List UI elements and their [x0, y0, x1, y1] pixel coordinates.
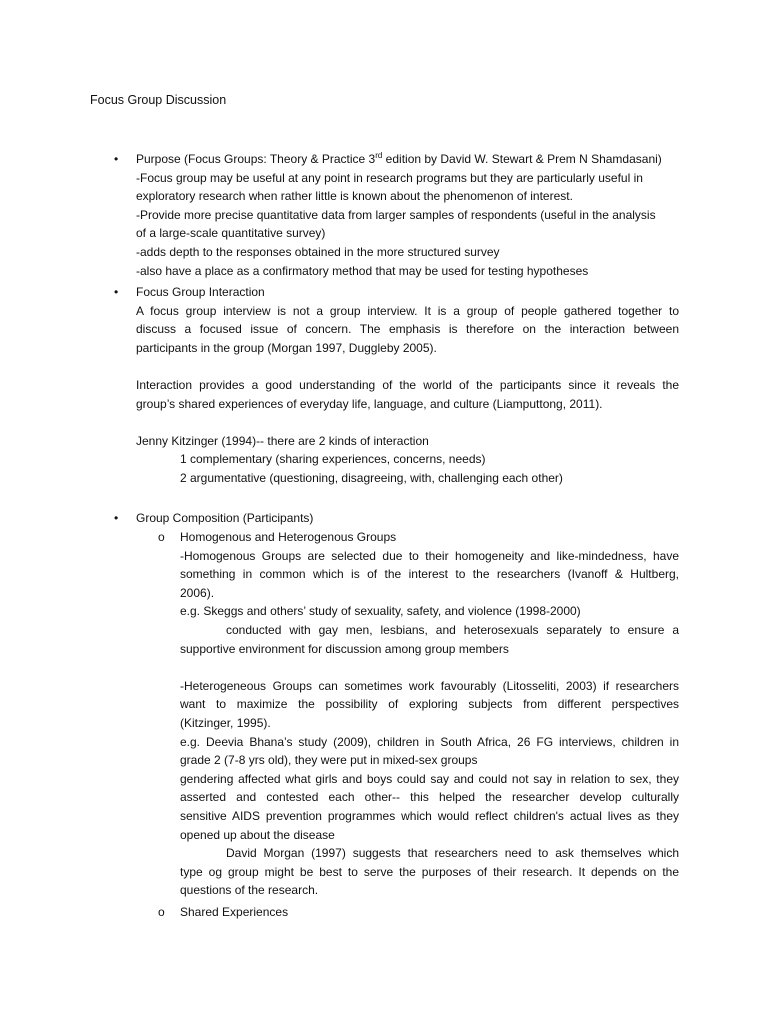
gendering-line: opened up about the disease — [180, 827, 335, 842]
morgan-line: type og group might be best to serve the purposes of their research. It depends on the — [180, 864, 679, 879]
shared-heading: Shared Experiences — [180, 905, 289, 919]
hetero-line: -Heterogeneous Groups can sometimes work favourably (Litosseliti, 2003) if researchers — [180, 678, 679, 693]
morgan-line: David Morgan (1997) suggests that researchers need to ask themselves which — [226, 846, 679, 861]
conducted-line: conducted with gay men, lesbians, and heterosexuals separately to ensure a — [226, 622, 679, 637]
interaction-line: participants in the group (Morgan 1997, Duggleby 2005). — [136, 340, 437, 355]
purpose-section — [136, 150, 679, 280]
interaction-heading: Focus Group Interaction — [136, 285, 265, 299]
purpose-line: -adds depth to the responses obtained in the more structured survey — [136, 244, 500, 259]
gendering-line: sensitive AIDS prevention programmes which would reflect children's actual lives as they — [180, 808, 679, 823]
interaction-kind: 2 argumentative (questioning, disagreeing, with, challenging each other) — [180, 470, 563, 485]
morgan-line: questions of the research. — [180, 883, 319, 898]
conducted-line: supportive environment for discussion among group members — [180, 641, 509, 656]
purpose-line: exploratory research when rather little is known about the phenomenon of interest. — [136, 189, 573, 204]
bhana-line: e.g. Deevia Bhana’s study (2009), children in South Africa, 26 FG interviews, children in — [180, 734, 679, 749]
hetero-line: want to maximize the possibility of exploring subjects from different perspectives — [180, 697, 679, 712]
bullet-marker: • — [114, 152, 119, 166]
purpose-line: -Provide more precise quantitative data from larger samples of respondents (useful in the analysis — [136, 207, 656, 222]
bhana-line: grade 2 (7-8 yrs old), they were put in mixed-sex groups — [180, 753, 478, 768]
homog-line: something in common which is of the interest to the researchers (Ivanoff & Hultberg, — [180, 567, 679, 582]
purpose-heading: Purpose (Focus Groups: Theory & Practice 3rd edition by David W. Stewart & Prem N Shamdasani) — [136, 151, 662, 166]
homog-line: 2006). — [180, 585, 215, 600]
hetero-line: (Kitzinger, 1995). — [180, 715, 271, 730]
bullet-marker: • — [114, 511, 119, 525]
purpose-line: -also have a place as a confirmatory method that may be used for testing hypotheses — [136, 263, 589, 278]
circle-marker: o — [158, 530, 165, 544]
page-title: Focus Group Discussion — [90, 93, 227, 107]
composition-section — [180, 528, 679, 900]
interaction-line: A focus group interview is not a group interview. It is a group of people gathered together to — [136, 303, 679, 318]
interaction-kind: 1 complementary (sharing experiences, concerns, needs) — [180, 452, 486, 467]
interaction-line: Interaction provides a good understanding of the world of the participants since it reveals the — [136, 377, 679, 392]
homog-heading: Homogenous and Heterogenous Groups — [180, 530, 397, 544]
purpose-line: of a large-scale quantitative survey) — [136, 226, 326, 241]
purpose-line: -Focus group may be useful at any point in research programs but they are particularly useful in — [136, 170, 643, 185]
gendering-line: asserted and contested each other-- this helped the researcher develop culturally — [180, 790, 679, 805]
skeggs-line: e.g. Skeggs and others’ study of sexuality, safety, and violence (1998-2000) — [180, 604, 581, 619]
composition-heading: Group Composition (Participants) — [136, 511, 314, 525]
kitzinger-line: Jenny Kitzinger (1994)-- there are 2 kinds of interaction — [136, 433, 429, 448]
circle-marker: o — [158, 905, 165, 919]
interaction-section — [136, 283, 679, 488]
homog-line: -Homogenous Groups are selected due to their homogeneity and like-mindedness, have — [180, 548, 679, 563]
interaction-line: group’s shared experiences of everyday life, language, and culture (Liamputtong, 2011). — [136, 396, 603, 411]
interaction-line: discuss a focused issue of concern. The emphasis is therefore on the interaction between — [136, 322, 679, 337]
bullet-marker: • — [114, 285, 119, 299]
gendering-line: gendering affected what girls and boys could say and could not say in relation to sex, they — [180, 771, 679, 786]
